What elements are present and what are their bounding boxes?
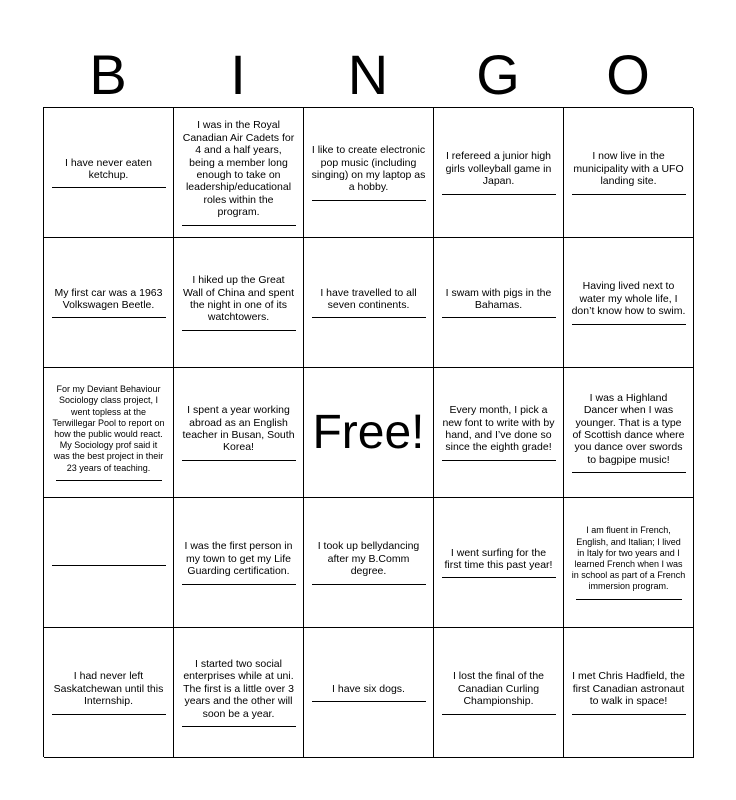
signature-line: [442, 577, 556, 578]
header-letter-o: O: [606, 43, 650, 106]
cell-text: I was a Highland Dancer when I was younger. That is a type of Scottish dance where you dance over swords to bagpipe music!: [572, 391, 685, 466]
bingo-cell[interactable]: [304, 628, 434, 758]
signature-line: [182, 460, 296, 461]
cell-text: I swam with pigs in the Bahamas.: [445, 286, 552, 311]
cell-text: I started two social enterprises while at uni. The first is a little over 3 years and the other will soon be a year.: [183, 657, 294, 720]
cell-text: I refereed a junior high girls volleyball game in Japan.: [445, 150, 552, 188]
signature-line: [182, 726, 296, 727]
bingo-cell[interactable]: [44, 108, 174, 238]
bingo-cell[interactable]: [304, 498, 434, 628]
signature-line: [576, 599, 682, 600]
signature-line: [182, 584, 296, 585]
signature-line: [182, 330, 296, 331]
cell-text: For my Deviant Behaviour Sociology class project, I went topless at the Terwillegar Pool to report on how the public would react. My Sociology prof said it was the best project in their 23 years of teaching.: [52, 384, 165, 473]
signature-line: [312, 701, 426, 702]
cell-text: I was the first person in my town to get my Life Guarding certification.: [184, 540, 293, 578]
bingo-cell[interactable]: [434, 108, 564, 238]
bingo-header: [43, 44, 693, 106]
cell-text: I took up bellydancing after my B.Comm degree.: [317, 540, 420, 578]
cell-text: I now live in the municipality with a UFO landing site.: [573, 150, 684, 188]
signature-line: [52, 565, 166, 566]
cell-text: I spent a year working abroad as an English teacher in Busan, South Korea!: [182, 404, 295, 454]
cell-text: I had never left Saskatchewan until this Internship.: [53, 670, 164, 708]
bingo-cell[interactable]: [564, 498, 694, 628]
bingo-cell[interactable]: [174, 108, 304, 238]
signature-line: [56, 480, 162, 481]
signature-line: [572, 472, 686, 473]
cell-text: Every month, I pick a new font to write with by hand, and I’ve done so since the eighth grade!: [442, 404, 555, 454]
signature-line: [442, 317, 556, 318]
bingo-cell[interactable]: [174, 368, 304, 498]
bingo-grid: [43, 107, 693, 757]
signature-line: [572, 194, 686, 195]
header-letter-i: I: [230, 43, 246, 106]
free-space-cell[interactable]: [304, 368, 434, 498]
cell-text: I met Chris Hadfield, the first Canadian astronaut to walk in space!: [572, 670, 685, 708]
bingo-cell[interactable]: [174, 498, 304, 628]
signature-line: [442, 194, 556, 195]
bingo-cell[interactable]: [434, 368, 564, 498]
signature-line: [312, 584, 426, 585]
bingo-cell[interactable]: [44, 628, 174, 758]
signature-line: [52, 187, 166, 188]
bingo-cell[interactable]: [304, 108, 434, 238]
signature-line: [312, 317, 426, 318]
bingo-cell[interactable]: [434, 628, 564, 758]
header-letter-g: G: [476, 43, 520, 106]
signature-line: [182, 225, 296, 226]
bingo-cell[interactable]: [434, 498, 564, 628]
bingo-cell[interactable]: [174, 238, 304, 368]
signature-line: [572, 324, 686, 325]
header-letter-n: N: [347, 43, 389, 106]
cell-text: I have six dogs.: [332, 682, 405, 695]
bingo-cell[interactable]: [564, 368, 694, 498]
free-space-label: Free!: [312, 405, 425, 459]
signature-line: [52, 714, 166, 715]
signature-line: [312, 200, 426, 201]
bingo-cell[interactable]: [304, 238, 434, 368]
bingo-cell[interactable]: [564, 238, 694, 368]
cell-text: I was in the Royal Canadian Air Cadets for 4 and a half years, being a member long enough to take on leadership/educational roles within the program.: [182, 119, 295, 219]
bingo-cell[interactable]: [44, 368, 174, 498]
cell-text: Having lived next to water my whole life, I don’t know how to swim.: [571, 280, 686, 318]
cell-text: I am fluent in French, English, and Italian; I lived in Italy for two years and I learned French when I was in school as part of a French immersion program.: [571, 525, 686, 592]
bingo-cell[interactable]: [434, 238, 564, 368]
cell-text: I hiked up the Great Wall of China and spent the night in one of its watchtowers.: [182, 274, 295, 324]
signature-line: [52, 317, 166, 318]
signature-line: [442, 460, 556, 461]
cell-text: I have never eaten ketchup.: [65, 156, 152, 181]
cell-text: My first car was a 1963 Volkswagen Beetle.: [54, 286, 163, 311]
cell-text: I have travelled to all seven continents.: [320, 286, 417, 311]
signature-line: [572, 714, 686, 715]
bingo-cell[interactable]: [44, 238, 174, 368]
signature-line: [442, 714, 556, 715]
header-letter-b: B: [89, 43, 127, 106]
bingo-cell[interactable]: [564, 628, 694, 758]
bingo-cell[interactable]: [564, 108, 694, 238]
bingo-cell[interactable]: [44, 498, 174, 628]
bingo-cell[interactable]: [174, 628, 304, 758]
cell-text: I lost the final of the Canadian Curling Championship.: [452, 670, 545, 708]
cell-text: I like to create electronic pop music (including singing) on my laptop as a hobby.: [311, 144, 426, 194]
cell-text: I went surfing for the first time this past year!: [444, 546, 553, 571]
